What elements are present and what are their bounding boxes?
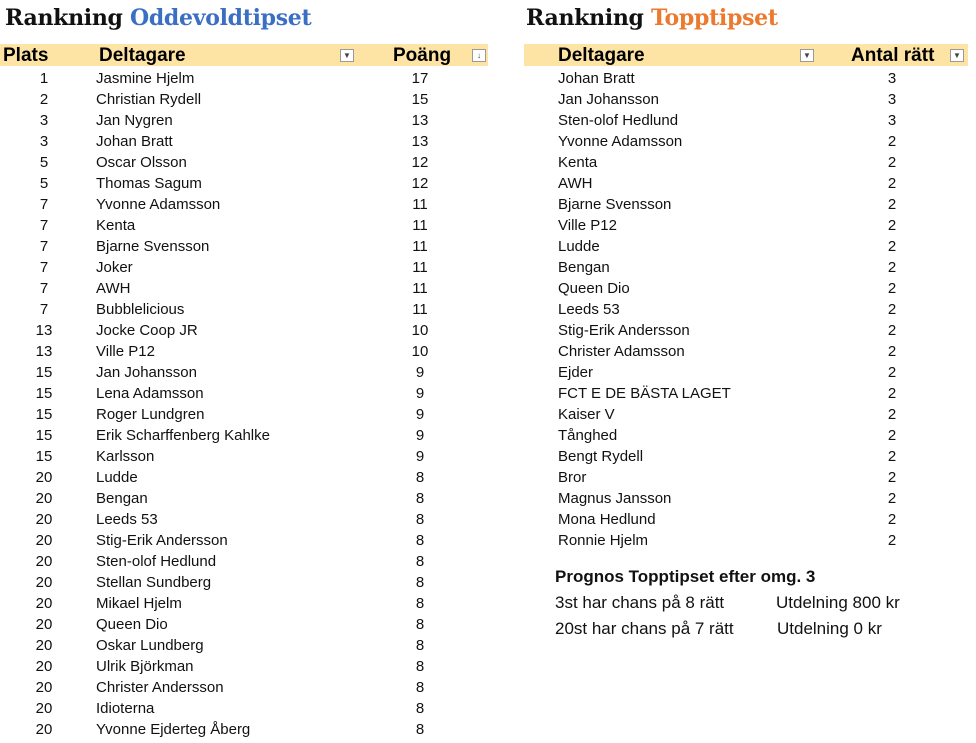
correct-cell: 2 xyxy=(887,217,897,234)
points-cell: 11 xyxy=(412,196,428,213)
correct-cell: 2 xyxy=(887,280,897,297)
table-row xyxy=(524,68,968,89)
points-cell: 11 xyxy=(412,238,428,255)
correct-cell: 3 xyxy=(887,91,897,108)
points-cell: 11 xyxy=(412,280,428,297)
table-row xyxy=(0,656,488,677)
place-cell: 20 xyxy=(35,574,53,591)
participant-cell: Sten-olof Hedlund xyxy=(96,553,217,570)
participant-cell: Queen Dio xyxy=(558,280,630,297)
table-row xyxy=(0,173,488,194)
correct-cell: 2 xyxy=(887,133,897,150)
place-cell: 13 xyxy=(35,343,53,360)
correct-cell: 2 xyxy=(887,259,897,276)
dropdown-arrow-icon[interactable]: ▼ xyxy=(800,49,814,62)
sort-descending-icon[interactable]: ↓ xyxy=(472,49,486,62)
table-row xyxy=(524,320,968,341)
correct-cell: 2 xyxy=(887,490,897,507)
table-row xyxy=(0,236,488,257)
table-row xyxy=(0,152,488,173)
points-cell: 8 xyxy=(415,637,425,654)
participant-cell: Jocke Coop JR xyxy=(96,322,198,339)
participant-cell: Oscar Olsson xyxy=(96,154,187,171)
place-cell: 7 xyxy=(39,280,49,297)
table-row xyxy=(524,299,968,320)
table-row xyxy=(524,131,968,152)
topptips-title-highlight: Topptipset xyxy=(650,5,778,31)
participant-cell: Lena Adamsson xyxy=(96,385,204,402)
table-row xyxy=(0,404,488,425)
table-row xyxy=(0,677,488,698)
prognosis-chance: 20st har chans på 7 rätt xyxy=(555,619,734,638)
correct-cell: 2 xyxy=(887,385,897,402)
table-row xyxy=(0,635,488,656)
correct-cell: 2 xyxy=(887,427,897,444)
table-row xyxy=(524,446,968,467)
place-cell: 15 xyxy=(35,364,53,381)
place-cell: 20 xyxy=(35,700,53,717)
participant-cell: Bengan xyxy=(558,259,610,276)
table-row xyxy=(0,530,488,551)
participant-cell: Bjarne Svensson xyxy=(96,238,210,255)
participant-cell: Ville P12 xyxy=(96,343,155,360)
table-row xyxy=(0,131,488,152)
table-row xyxy=(0,362,488,383)
correct-cell: 3 xyxy=(887,70,897,87)
prognosis-payout: Utdelning 0 kr xyxy=(777,619,882,638)
table-row xyxy=(0,320,488,341)
participant-cell: Magnus Jansson xyxy=(558,490,672,507)
participant-cell: Mikael Hjelm xyxy=(96,595,182,612)
points-cell: 12 xyxy=(411,154,429,171)
participant-cell: Erik Scharffenberg Kahlke xyxy=(96,427,270,444)
points-cell: 8 xyxy=(415,700,425,717)
participant-cell: Thomas Sagum xyxy=(96,175,202,192)
place-cell: 7 xyxy=(39,217,49,234)
participant-cell: Tånghed xyxy=(558,427,618,444)
table-row xyxy=(524,530,968,551)
prognosis-chance: 3st har chans på 8 rätt xyxy=(555,593,725,612)
place-cell: 15 xyxy=(35,427,53,444)
place-cell: 20 xyxy=(35,490,53,507)
place-cell: 7 xyxy=(39,259,49,276)
table-row xyxy=(0,446,488,467)
table-row xyxy=(0,299,488,320)
table-row xyxy=(0,68,488,89)
table-row xyxy=(0,572,488,593)
place-cell: 3 xyxy=(39,112,49,129)
table-row xyxy=(524,362,968,383)
participant-cell: Stellan Sundberg xyxy=(96,574,212,591)
points-cell: 8 xyxy=(415,658,425,675)
points-cell: 13 xyxy=(411,133,429,150)
dropdown-arrow-icon[interactable]: ▼ xyxy=(950,49,964,62)
place-cell: 1 xyxy=(39,70,49,87)
participant-cell: Stig-Erik Andersson xyxy=(96,532,228,549)
place-cell: 13 xyxy=(35,322,53,339)
column-header-points[interactable]: Poäng xyxy=(393,45,452,66)
participant-cell: Jan Nygren xyxy=(96,112,173,129)
points-cell: 8 xyxy=(415,721,425,738)
correct-cell: 3 xyxy=(887,112,897,129)
participant-cell: Queen Dio xyxy=(96,616,168,633)
place-cell: 3 xyxy=(39,133,49,150)
table-row xyxy=(0,614,488,635)
table-row xyxy=(0,719,488,740)
column-header-participant[interactable]: Deltagare xyxy=(558,45,645,66)
participant-cell: Idioterna xyxy=(96,700,155,717)
participant-cell: Yvonne Adamsson xyxy=(558,133,683,150)
points-cell: 9 xyxy=(415,364,425,381)
participant-cell: Kenta xyxy=(96,217,136,234)
oddevold-header-row xyxy=(0,44,488,66)
points-cell: 9 xyxy=(415,448,425,465)
table-row xyxy=(0,509,488,530)
table-row xyxy=(0,257,488,278)
table-row xyxy=(0,278,488,299)
participant-cell: Ville P12 xyxy=(558,217,617,234)
oddevold-table-body xyxy=(0,68,488,740)
participant-cell: AWH xyxy=(96,280,131,297)
correct-cell: 2 xyxy=(887,175,897,192)
correct-cell: 2 xyxy=(887,343,897,360)
points-cell: 13 xyxy=(411,112,429,129)
participant-cell: Roger Lundgren xyxy=(96,406,205,423)
correct-cell: 2 xyxy=(887,532,897,549)
participant-cell: Leeds 53 xyxy=(558,301,620,318)
table-row xyxy=(0,383,488,404)
place-cell: 20 xyxy=(35,553,53,570)
place-cell: 20 xyxy=(35,511,53,528)
table-row xyxy=(0,215,488,236)
points-cell: 11 xyxy=(412,301,428,318)
points-cell: 11 xyxy=(412,259,428,276)
correct-cell: 2 xyxy=(887,301,897,318)
participant-cell: Kenta xyxy=(558,154,598,171)
table-row xyxy=(0,89,488,110)
place-cell: 7 xyxy=(39,238,49,255)
points-cell: 8 xyxy=(415,532,425,549)
place-cell: 20 xyxy=(35,679,53,696)
topptips-title-prefix: Rankning xyxy=(526,5,644,31)
place-cell: 20 xyxy=(35,616,53,633)
correct-cell: 2 xyxy=(887,238,897,255)
correct-cell: 2 xyxy=(887,364,897,381)
place-cell: 7 xyxy=(39,196,49,213)
participant-cell: Ulrik Björkman xyxy=(96,658,194,675)
participant-cell: Ludde xyxy=(96,469,138,486)
participant-cell: Ejder xyxy=(558,364,594,381)
participant-cell: Stig-Erik Andersson xyxy=(558,322,690,339)
participant-cell: Bengt Rydell xyxy=(558,448,644,465)
place-cell: 20 xyxy=(35,721,53,738)
points-cell: 8 xyxy=(415,511,425,528)
points-cell: 9 xyxy=(415,427,425,444)
participant-cell: AWH xyxy=(558,175,593,192)
table-row xyxy=(524,341,968,362)
participant-cell: FCT E DE BÄSTA LAGET xyxy=(558,385,731,402)
points-cell: 8 xyxy=(415,679,425,696)
topptips-title xyxy=(526,5,778,31)
participant-cell: Yvonne Adamsson xyxy=(96,196,221,213)
points-cell: 9 xyxy=(415,406,425,423)
place-cell: 15 xyxy=(35,448,53,465)
place-cell: 20 xyxy=(35,595,53,612)
correct-cell: 2 xyxy=(887,469,897,486)
participant-cell: Leeds 53 xyxy=(96,511,158,528)
place-cell: 20 xyxy=(35,532,53,549)
points-cell: 17 xyxy=(411,70,429,87)
table-row xyxy=(0,488,488,509)
points-cell: 8 xyxy=(415,553,425,570)
participant-cell: Bror xyxy=(558,469,587,486)
points-cell: 8 xyxy=(415,490,425,507)
table-row xyxy=(0,425,488,446)
participant-cell: Johan Bratt xyxy=(96,133,173,150)
place-cell: 7 xyxy=(39,301,49,318)
prognosis-payout: Utdelning 800 kr xyxy=(776,593,900,612)
correct-cell: 2 xyxy=(887,406,897,423)
correct-cell: 2 xyxy=(887,448,897,465)
table-row xyxy=(524,404,968,425)
oddevold-title-prefix: Rankning xyxy=(5,5,123,31)
prognosis-title: Prognos Topptipset efter omg. 3 xyxy=(555,567,816,586)
participant-cell: Christian Rydell xyxy=(96,91,202,108)
table-row xyxy=(524,89,968,110)
table-row xyxy=(524,152,968,173)
participant-cell: Yvonne Ejderteg Åberg xyxy=(96,721,251,738)
prognosis-line xyxy=(555,619,882,639)
table-row xyxy=(0,110,488,131)
correct-cell: 2 xyxy=(887,511,897,528)
place-cell: 5 xyxy=(39,175,49,192)
place-cell: 2 xyxy=(39,91,49,108)
dropdown-arrow-icon[interactable]: ▼ xyxy=(340,49,354,62)
column-header-participant[interactable]: Deltagare xyxy=(99,45,186,66)
participant-cell: Sten-olof Hedlund xyxy=(558,112,679,129)
points-cell: 9 xyxy=(415,385,425,402)
oddevold-title xyxy=(5,5,311,31)
correct-cell: 2 xyxy=(887,154,897,171)
table-row xyxy=(524,488,968,509)
table-row xyxy=(524,383,968,404)
table-row xyxy=(524,509,968,530)
column-header-correct[interactable]: Antal rätt xyxy=(851,45,935,66)
points-cell: 12 xyxy=(411,175,429,192)
table-row xyxy=(524,215,968,236)
table-row xyxy=(524,278,968,299)
place-cell: 5 xyxy=(39,154,49,171)
place-cell: 15 xyxy=(35,385,53,402)
participant-cell: Ronnie Hjelm xyxy=(558,532,649,549)
points-cell: 15 xyxy=(411,91,429,108)
table-row xyxy=(524,236,968,257)
topptips-table-body xyxy=(524,68,968,551)
place-cell: 20 xyxy=(35,637,53,654)
points-cell: 8 xyxy=(415,616,425,633)
participant-cell: Karlsson xyxy=(96,448,155,465)
participant-cell: Mona Hedlund xyxy=(558,511,656,528)
participant-cell: Christer Adamsson xyxy=(558,343,685,360)
table-row xyxy=(0,551,488,572)
table-row xyxy=(0,467,488,488)
table-row xyxy=(524,173,968,194)
participant-cell: Johan Bratt xyxy=(558,70,635,87)
participant-cell: Ludde xyxy=(558,238,600,255)
table-row xyxy=(0,698,488,719)
oddevold-title-highlight: Oddevoldtipset xyxy=(129,5,312,31)
place-cell: 20 xyxy=(35,469,53,486)
participant-cell: Jan Johansson xyxy=(558,91,659,108)
participant-cell: Bjarne Svensson xyxy=(558,196,672,213)
points-cell: 10 xyxy=(411,322,429,339)
points-cell: 10 xyxy=(411,343,429,360)
points-cell: 8 xyxy=(415,595,425,612)
points-cell: 8 xyxy=(415,574,425,591)
points-cell: 11 xyxy=(412,217,428,234)
column-header-place[interactable]: Plats xyxy=(3,45,49,66)
participant-cell: Kaiser V xyxy=(558,406,615,423)
prognosis-line xyxy=(555,593,900,613)
topptips-header-row xyxy=(524,44,968,66)
participant-cell: Jan Johansson xyxy=(96,364,197,381)
table-row xyxy=(524,110,968,131)
participant-cell: Bengan xyxy=(96,490,148,507)
table-row xyxy=(524,467,968,488)
participant-cell: Bubblelicious xyxy=(96,301,185,318)
correct-cell: 2 xyxy=(887,322,897,339)
table-row xyxy=(524,425,968,446)
points-cell: 8 xyxy=(415,469,425,486)
participant-cell: Jasmine Hjelm xyxy=(96,70,195,87)
table-row xyxy=(524,194,968,215)
table-row xyxy=(0,341,488,362)
place-cell: 20 xyxy=(35,658,53,675)
table-row xyxy=(524,257,968,278)
participant-cell: Oskar Lundberg xyxy=(96,637,204,654)
participant-cell: Joker xyxy=(96,259,133,276)
table-row xyxy=(0,194,488,215)
correct-cell: 2 xyxy=(887,196,897,213)
place-cell: 15 xyxy=(35,406,53,423)
table-row xyxy=(0,593,488,614)
participant-cell: Christer Andersson xyxy=(96,679,224,696)
